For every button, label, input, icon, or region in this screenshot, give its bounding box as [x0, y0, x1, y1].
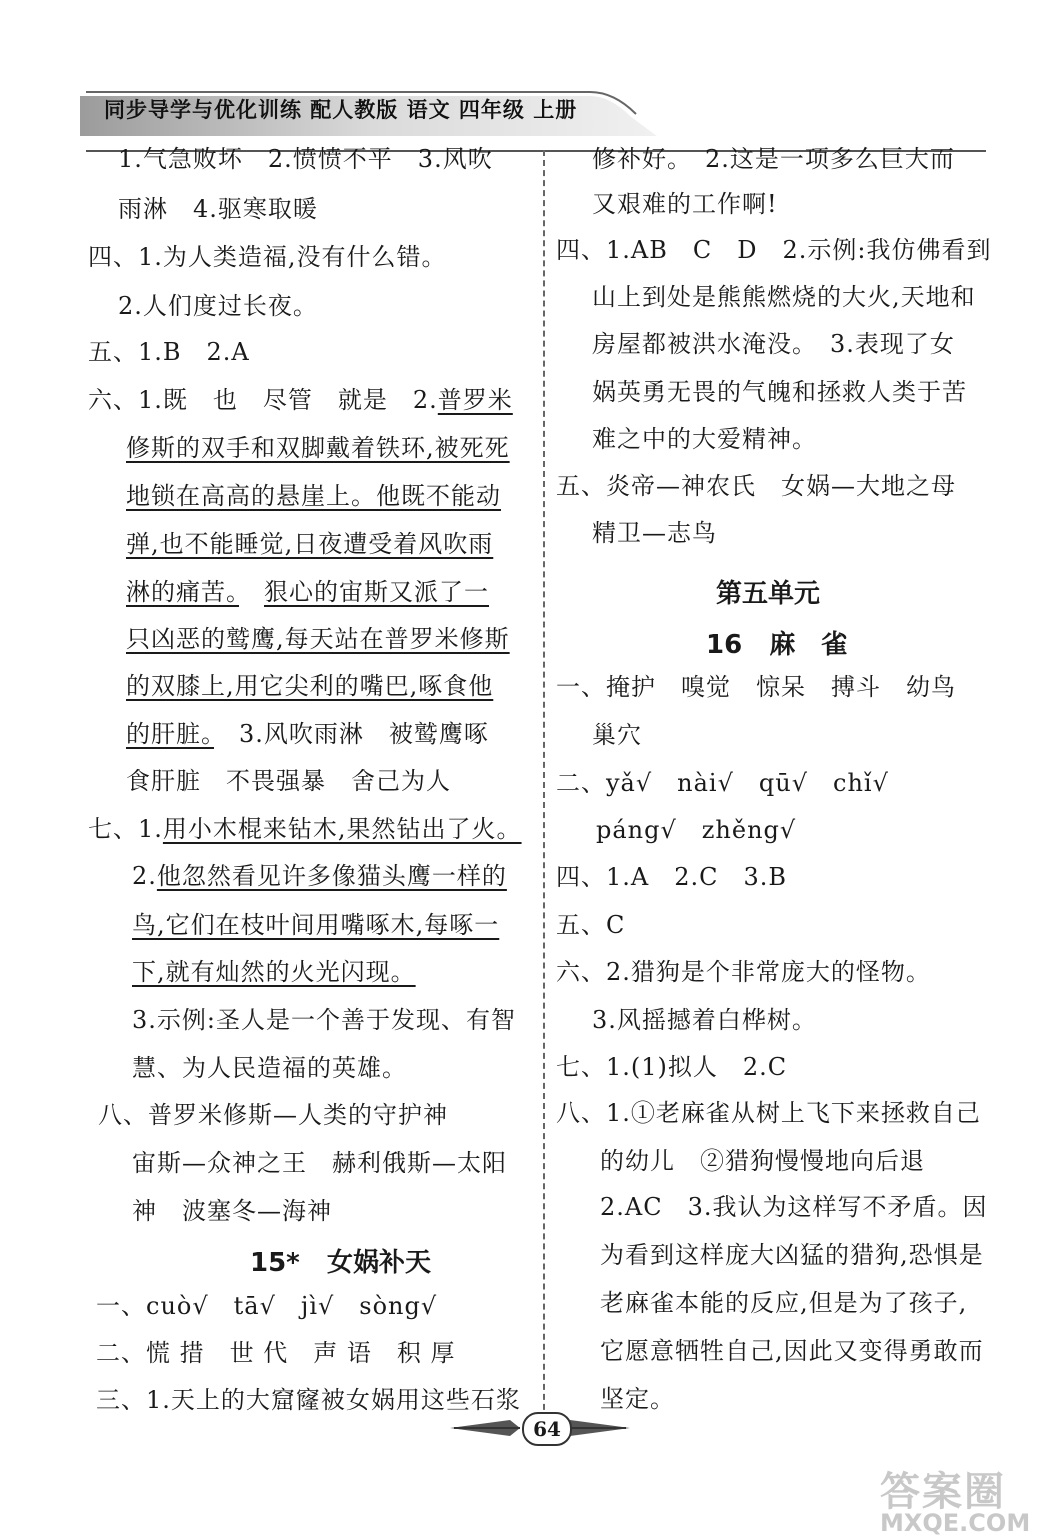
text-line: 二、慌 措 世 代 声 语 积 厚 [96, 1339, 456, 1367]
text-line: 神 波塞冬—海神 [132, 1197, 332, 1225]
unit-title: 第五单元 [716, 579, 821, 609]
text-line: 七、1.(1)拟人 2.C [556, 1053, 788, 1081]
text-line: 五、1.B 2.A [88, 338, 250, 366]
lesson-number: 16 [706, 630, 743, 660]
text-line: 巢穴 [592, 721, 642, 749]
text-segment: 六、1.既 也 尽管 就是 2. [88, 386, 438, 414]
page-number: 64 [522, 1412, 572, 1446]
text-line: 又艰难的工作啊! [592, 190, 778, 218]
underlined-text: 的双膝上,用它尖利的嘴巴,啄食他 [126, 672, 494, 700]
column-divider [543, 150, 545, 1430]
text-line: 雨淋 4.驱寒取暖 [118, 195, 318, 223]
text-line [132, 861, 507, 891]
text-line [126, 719, 489, 749]
underlined-text: 的肝脏。 [126, 720, 214, 748]
text-line: 慧、为人民造福的英雄。 [132, 1054, 407, 1082]
text-segment: 2. [132, 862, 157, 890]
text-line: 四、1.AB C D 2.示例:我仿佛看到 [556, 236, 992, 264]
text-line: 食肝脏 不畏强暴 舍己为人 [126, 767, 451, 795]
text-line: 一、掩护 嗅觉 惊呆 搏斗 幼鸟 [556, 673, 956, 701]
text-line: 2.人们度过长夜。 [118, 292, 318, 320]
text-line: 3.示例:圣人是一个善于发现、有智 [132, 1006, 516, 1034]
underlined-text: 用小木棍来钻木,果然钻出了火。 [162, 815, 522, 843]
text-line: 难之中的大爱精神。 [592, 425, 817, 453]
text-line: 山上到处是熊熊燃烧的大火,天地和 [592, 283, 976, 311]
watermark-url: MXQE.COM [880, 1509, 1031, 1537]
text-line: 1.气急败坏 2.愤愤不平 3.风吹 [118, 145, 493, 173]
text-line: 娲英勇无畏的气魄和拯救人类于苦 [592, 378, 967, 406]
text-line: 精卫—志鸟 [592, 519, 717, 547]
text-line: 3.风摇撼着白桦树。 [592, 1006, 817, 1034]
text-line: 四、1.A 2.C 3.B [556, 863, 788, 891]
underlined-text: 弹,也不能睡觉,日夜遭受着风吹雨 [126, 530, 494, 558]
watermark [880, 1460, 1045, 1537]
text-line [88, 385, 513, 415]
text-line [126, 577, 489, 607]
underlined-text: 普罗米 [437, 386, 513, 414]
text-line: 房屋都被洪水淹没。 3.表现了女 [592, 330, 955, 358]
underlined-text: 修斯的双手和双脚戴着铁环,被死死 [126, 434, 510, 462]
text-line: 五、C [556, 911, 626, 939]
text-line: 它愿意牺牲自己,因此又变得勇敢而 [600, 1337, 984, 1365]
text-line: 老麻雀本能的反应,但是为了孩子, [600, 1289, 968, 1317]
text-line: 八、普罗米修斯—人类的守护神 [98, 1101, 448, 1129]
text-line: 八、1.①老麻雀从树上飞下来拯救自己 [556, 1099, 981, 1127]
lesson-title: 女娲补天 [326, 1248, 431, 1278]
text-line: 四、1.为人类造福,没有什么错。 [88, 243, 447, 271]
text-line: 2.AC 3.我认为这样写不矛盾。因 [600, 1193, 988, 1221]
underlined-text: 淋的痛苦。 [126, 578, 239, 606]
lesson-number: 15* [250, 1248, 300, 1278]
text-line: 为看到这样庞大凶猛的猎狗,恐惧是 [600, 1241, 984, 1269]
text-line: 宙斯—众神之王 赫利俄斯—太阳 [132, 1149, 507, 1177]
header-title: 同步导学与优化训练 配人教版 语文 四年级 上册 [104, 97, 578, 122]
text-line: 五、炎帝—神农氏 女娲—大地之母 [556, 472, 956, 500]
text-segment: 3.风吹雨淋 被鹫鹰啄 [239, 720, 489, 748]
underlined-text: 地锁在高高的悬崖上。他既不能动 [126, 482, 501, 510]
text-line: 的幼儿 ②猎狗慢慢地向后退 [600, 1147, 925, 1175]
watermark-logo: 答案圈 [880, 1469, 1006, 1515]
text-line [88, 814, 522, 844]
underlined-text: 狠心的宙斯又派了一 [264, 578, 489, 606]
text-line: páng√ zhěng√ [596, 816, 797, 844]
text-line: 修补好。 2.这是一项多么巨大而 [592, 145, 955, 173]
lesson-heading [250, 1242, 431, 1279]
lesson-heading [706, 624, 847, 661]
text-line: 一、cuò√ tā√ jì√ sòng√ [96, 1292, 438, 1320]
underlined-text: 下,就有灿然的火光闪现。 [132, 958, 416, 986]
lesson-title: 麻 雀 [769, 630, 848, 660]
underlined-text: 鸟,它们在枝叶间用嘴啄木,每啄一 [132, 911, 500, 939]
text-line: 三、1.天上的大窟窿被女娲用这些石浆 [96, 1386, 521, 1414]
text-line: 坚定。 [600, 1385, 675, 1413]
underlined-text: 他忽然看见许多像猫头鹰一样的 [156, 862, 507, 890]
text-line: 六、2.猎狗是个非常庞大的怪物。 [556, 958, 931, 986]
underlined-text: 只凶恶的鹫鹰,每天站在普罗米修斯 [126, 625, 510, 653]
text-segment: 七、1. [88, 815, 163, 843]
text-line: 二、yǎ√ nài√ qū√ chǐ√ [556, 769, 889, 797]
